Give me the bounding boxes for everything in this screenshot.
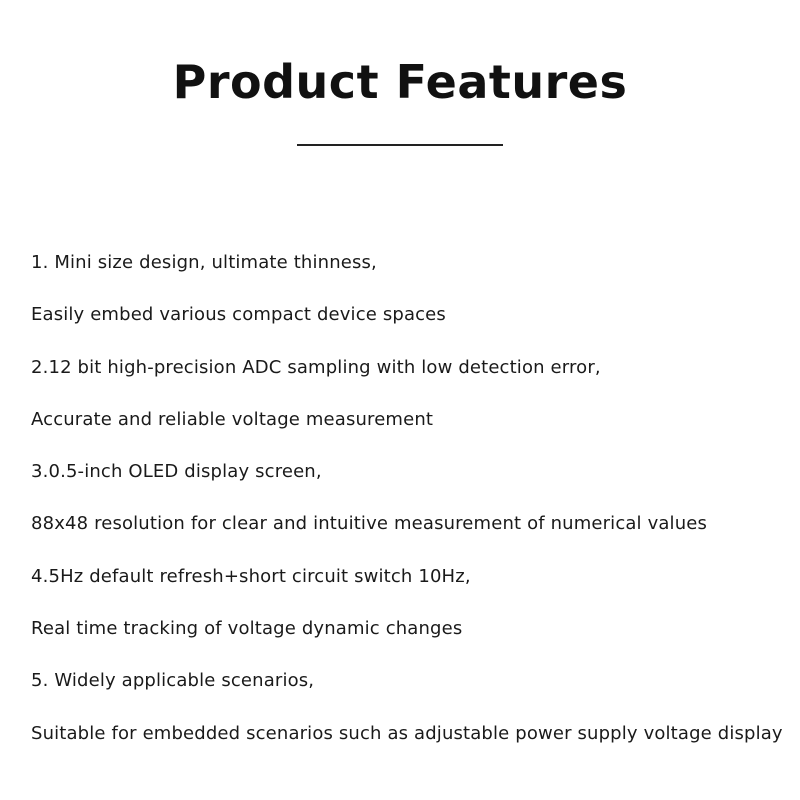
feature-line-4: Accurate and reliable voltage measurement (31, 408, 434, 430)
feature-line-3: 2.12 bit high-precision ADC sampling with low detection error, (31, 356, 601, 378)
feature-line-1: 1. Mini size design, ultimate thinness, (31, 252, 377, 273)
feature-line-10: Suitable for embedded scenarios such as adjustable power supply voltage display (31, 722, 783, 744)
feature-line-7: 4.5Hz default refresh+short circuit switch 10Hz, (31, 565, 471, 587)
title-divider (297, 144, 503, 146)
feature-line-9: 5. Widely applicable scenarios, (31, 670, 315, 692)
feature-line-5: 3.0.5-inch OLED display screen, (31, 461, 322, 483)
feature-line-2: Easily embed various compact device spaces (31, 304, 446, 326)
feature-line-6: 88x48 resolution for clear and intuitive measurement of numerical values (31, 513, 708, 535)
feature-list (31, 250, 791, 773)
page-title: Product Features (172, 55, 628, 109)
feature-line-8: Real time tracking of voltage dynamic changes (31, 618, 463, 640)
